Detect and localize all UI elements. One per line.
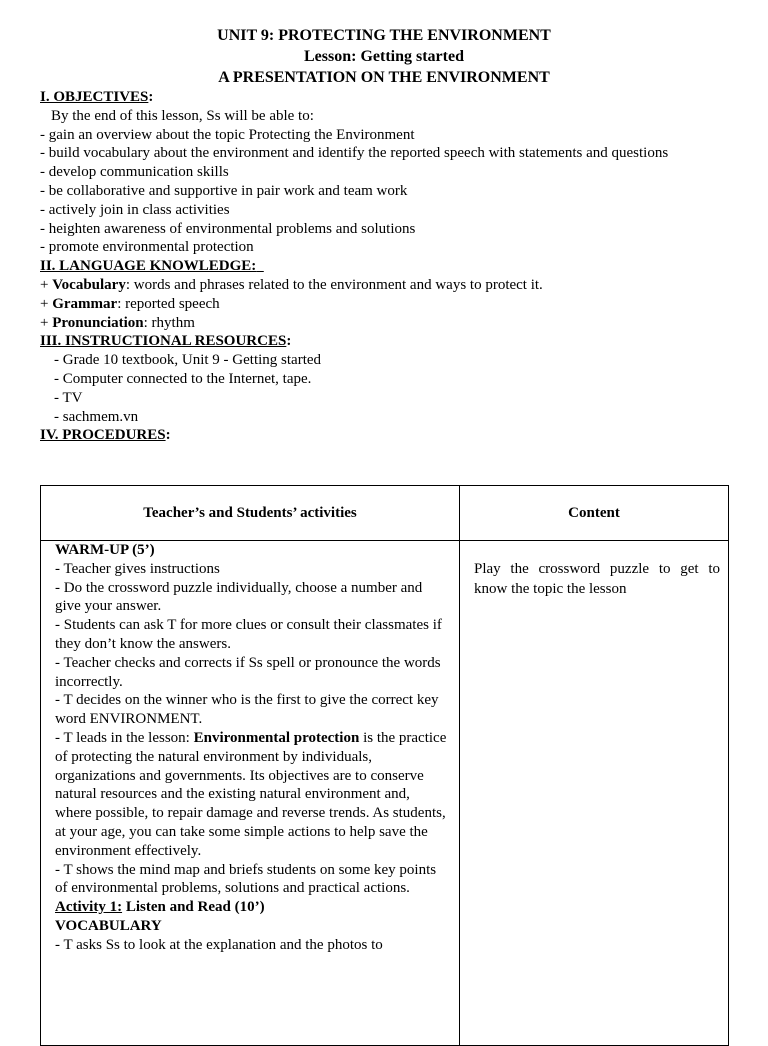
presentation-title: A PRESENTATION ON THE ENVIRONMENT <box>218 69 550 86</box>
activity-line: - T decides on the winner who is the first to give the correct key word ENVIRONMENT. <box>55 692 439 728</box>
vocabulary-heading: VOCABULARY <box>55 917 162 934</box>
lead-in-paragraph: - T leads in the lesson: Environmental protection is the practice of protecting the natural environment by individuals, organizations and governments. Its objectives are to conserve natural resources and the existing natural environment and, where possible, to repair damage and reverse trends. As students, at your age, you can take some simple actions to help save the environment effectively. <box>55 729 447 859</box>
document-titles <box>40 25 728 88</box>
resource-item: - Grade 10 textbook, Unit 9 - Getting started <box>54 352 322 369</box>
objective-item: - develop communication skills <box>40 164 229 181</box>
warmup-title: WARM-UP (5’) <box>55 542 155 558</box>
resource-item: - sachmem.vn <box>54 408 139 425</box>
resources-heading: III. INSTRUCTIONAL RESOURCES: <box>40 333 292 350</box>
activity-line: - T asks Ss to look at the explanation and the photos to <box>55 936 383 953</box>
objective-item: - promote environmental protection <box>40 239 254 256</box>
unit-title: UNIT 9: PROTECTING THE ENVIRONMENT <box>217 27 551 44</box>
procedures-heading: IV. PROCEDURES: <box>40 427 171 444</box>
objective-item: - heighten awareness of environmental problems and solutions <box>40 220 416 237</box>
language-heading: II. LANGUAGE KNOWLEDGE: <box>40 258 257 275</box>
activity-line: - Teacher checks and corrects if Ss spell or pronounce the words incorrectly. <box>55 654 441 690</box>
objectives-intro: By the end of this lesson, Ss will be able to: <box>51 107 314 124</box>
objective-item: - build vocabulary about the environment and identify the reported speech with statements and questions <box>40 145 669 162</box>
activities-column-header: Teacher’s and Students’ activities <box>41 486 460 541</box>
activity-line: - Do the crossword puzzle individually, choose a number and give your answer. <box>55 579 423 615</box>
resource-item: - TV <box>54 389 83 406</box>
content-column-header: Content <box>460 486 729 541</box>
content-cell <box>460 541 729 1046</box>
activities-text <box>55 541 450 991</box>
language-item-vocabulary: + Vocabulary: words and phrases related to the environment and ways to protect it. <box>40 276 543 293</box>
lesson-title: Lesson: Getting started <box>304 48 464 65</box>
lesson-sections <box>40 88 740 445</box>
mind-map-line: - T shows the mind map and briefs students on some key points of environmental problems, solutions and practical actions. <box>55 861 437 897</box>
objective-item: - actively join in class activities <box>40 201 230 218</box>
activity-line: - Teacher gives instructions <box>55 560 220 577</box>
activity-line: - Students can ask T for more clues or consult their classmates if they don’t know the answers. <box>55 617 442 652</box>
language-item-pronunciation: + Pronunciation: rhythm <box>40 314 195 331</box>
objective-item: - gain an overview about the topic Protecting the Environment <box>40 126 415 143</box>
objectives-heading: I. OBJECTIVES: <box>40 89 154 105</box>
resource-item: - Computer connected to the Internet, tape. <box>54 370 312 387</box>
objective-item: - be collaborative and supportive in pair work and team work <box>40 182 408 199</box>
activity-1-heading: Activity 1: Listen and Read (10’) <box>55 899 265 916</box>
content-text: Play the crossword puzzle to get to know the topic the lesson <box>474 561 720 597</box>
language-item-grammar: + Grammar: reported speech <box>40 295 220 312</box>
